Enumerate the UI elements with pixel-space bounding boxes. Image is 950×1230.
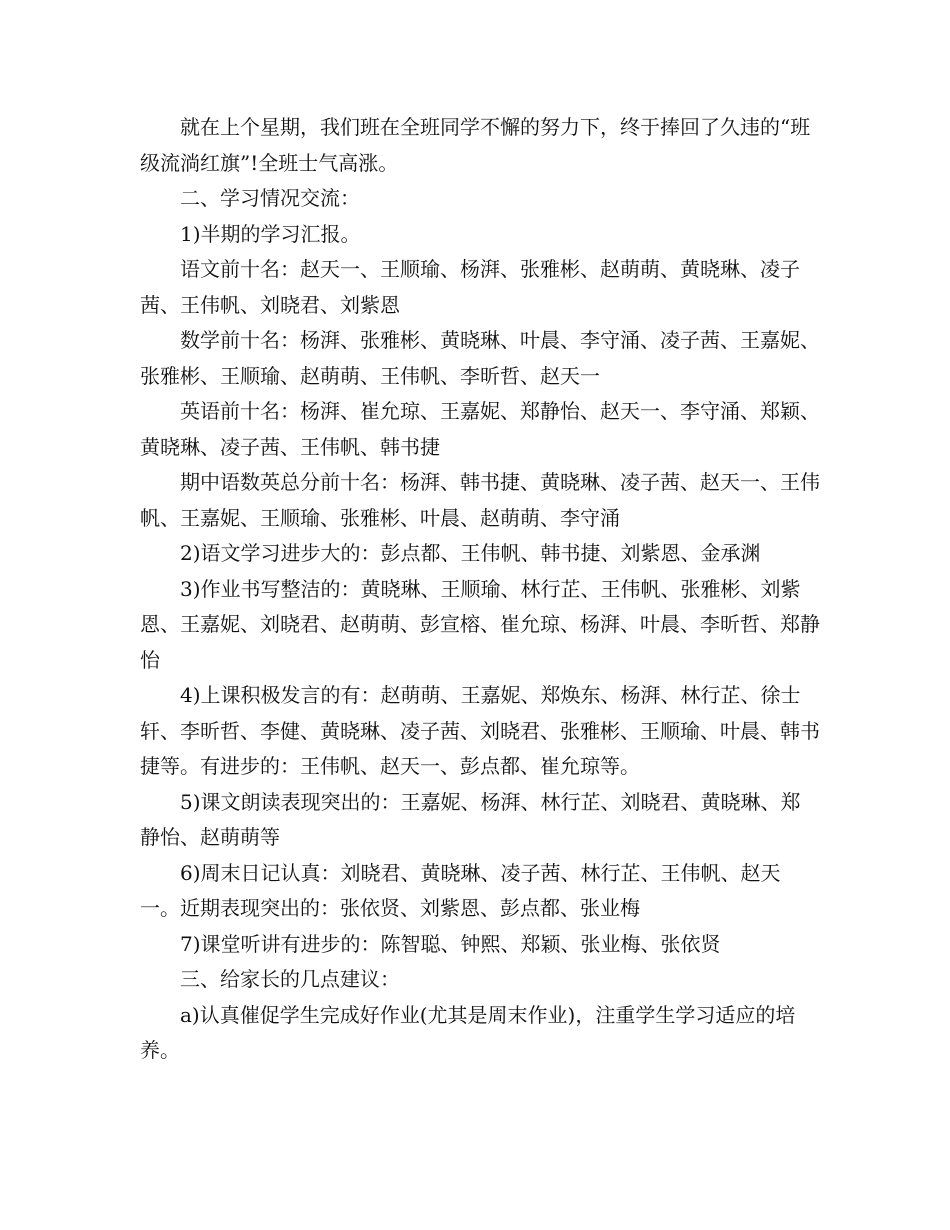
section-heading-parent-advice: 三、给家长的几点建议： [180,967,400,991]
list-item-weekend-diary: 6)周末日记认真：刘晓君、黄晓琳、凌子茜、林行芷、王伟帆、赵天一。近期表现突出的：张依贤、刘紫恩、彭点都、张业梅 [140,860,781,920]
list-item-active-speakers: 4)上课积极发言的有：赵萌萌、王嘉妮、郑焕东、杨湃、林行芷、徐士轩、李昕哲、李健、黄晓琳、凌子茜、刘晓君、张雅彬、王顺瑜、叶晨、韩书捷等。有进步的：王伟帆、赵天一、彭点都、崔允琼等。 [140,683,820,778]
paragraph-total-top-ten: 期中语数英总分前十名：杨湃、韩书捷、黄晓琳、凌子茜、赵天一、王伟帆、王嘉妮、王顺瑜、张雅彬、叶晨、赵萌萌、李守涌 [140,470,820,530]
list-item-reading-aloud: 5)课文朗读表现突出的：王嘉妮、杨湃、林行芷、刘晓君、黄晓琳、郑静怡、赵萌萌等 [140,789,801,849]
document-body [140,110,820,1069]
list-item-neat-homework: 3)作业书写整洁的：黄晓琳、王顺瑜、林行芷、王伟帆、张雅彬、刘紫恩、王嘉妮、刘晓君、赵萌萌、彭宣榕、崔允琼、杨湃、叶晨、李昕哲、郑静怡 [140,576,820,672]
list-item-midterm-report: 1)半期的学习汇报。 [180,221,361,246]
list-item-advice-a: a)认真催促学生完成好作业(尤其是周末作业)，注重学生学习适应的培养。 [140,1002,796,1062]
section-heading-study: 二、学习情况交流： [180,186,360,210]
list-item-chinese-progress: 2)语文学习进步大的：彭点都、王伟帆、韩书捷、刘紫恩、金承渊 [180,541,761,565]
paragraph-chinese-top-ten: 语文前十名：赵天一、王顺瑜、杨湃、张雅彬、赵萌萌、黄晓琳、凌子茜、王伟帆、刘晓君、刘紫恩 [140,257,800,317]
paragraph-math-top-ten: 数学前十名：杨湃、张雅彬、黄晓琳、叶晨、李守涌、凌子茜、王嘉妮、张雅彬、王顺瑜、赵萌萌、王伟帆、李昕哲、赵天一 [140,328,820,388]
paragraph-intro: 就在上个星期，我们班在全班同学不懈的努力下，终于捧回了久违的“班级流淌红旗”!全班士气高涨。 [140,115,811,175]
list-item-listening-progress: 7)课堂听讲有进步的：陈智聪、钟熙、郑颖、张业梅、张依贤 [180,931,721,956]
paragraph-english-top-ten: 英语前十名：杨湃、崔允琼、王嘉妮、郑静怡、赵天一、李守涌、郑颖、黄晓琳、凌子茜、王伟帆、韩书捷 [140,399,820,459]
